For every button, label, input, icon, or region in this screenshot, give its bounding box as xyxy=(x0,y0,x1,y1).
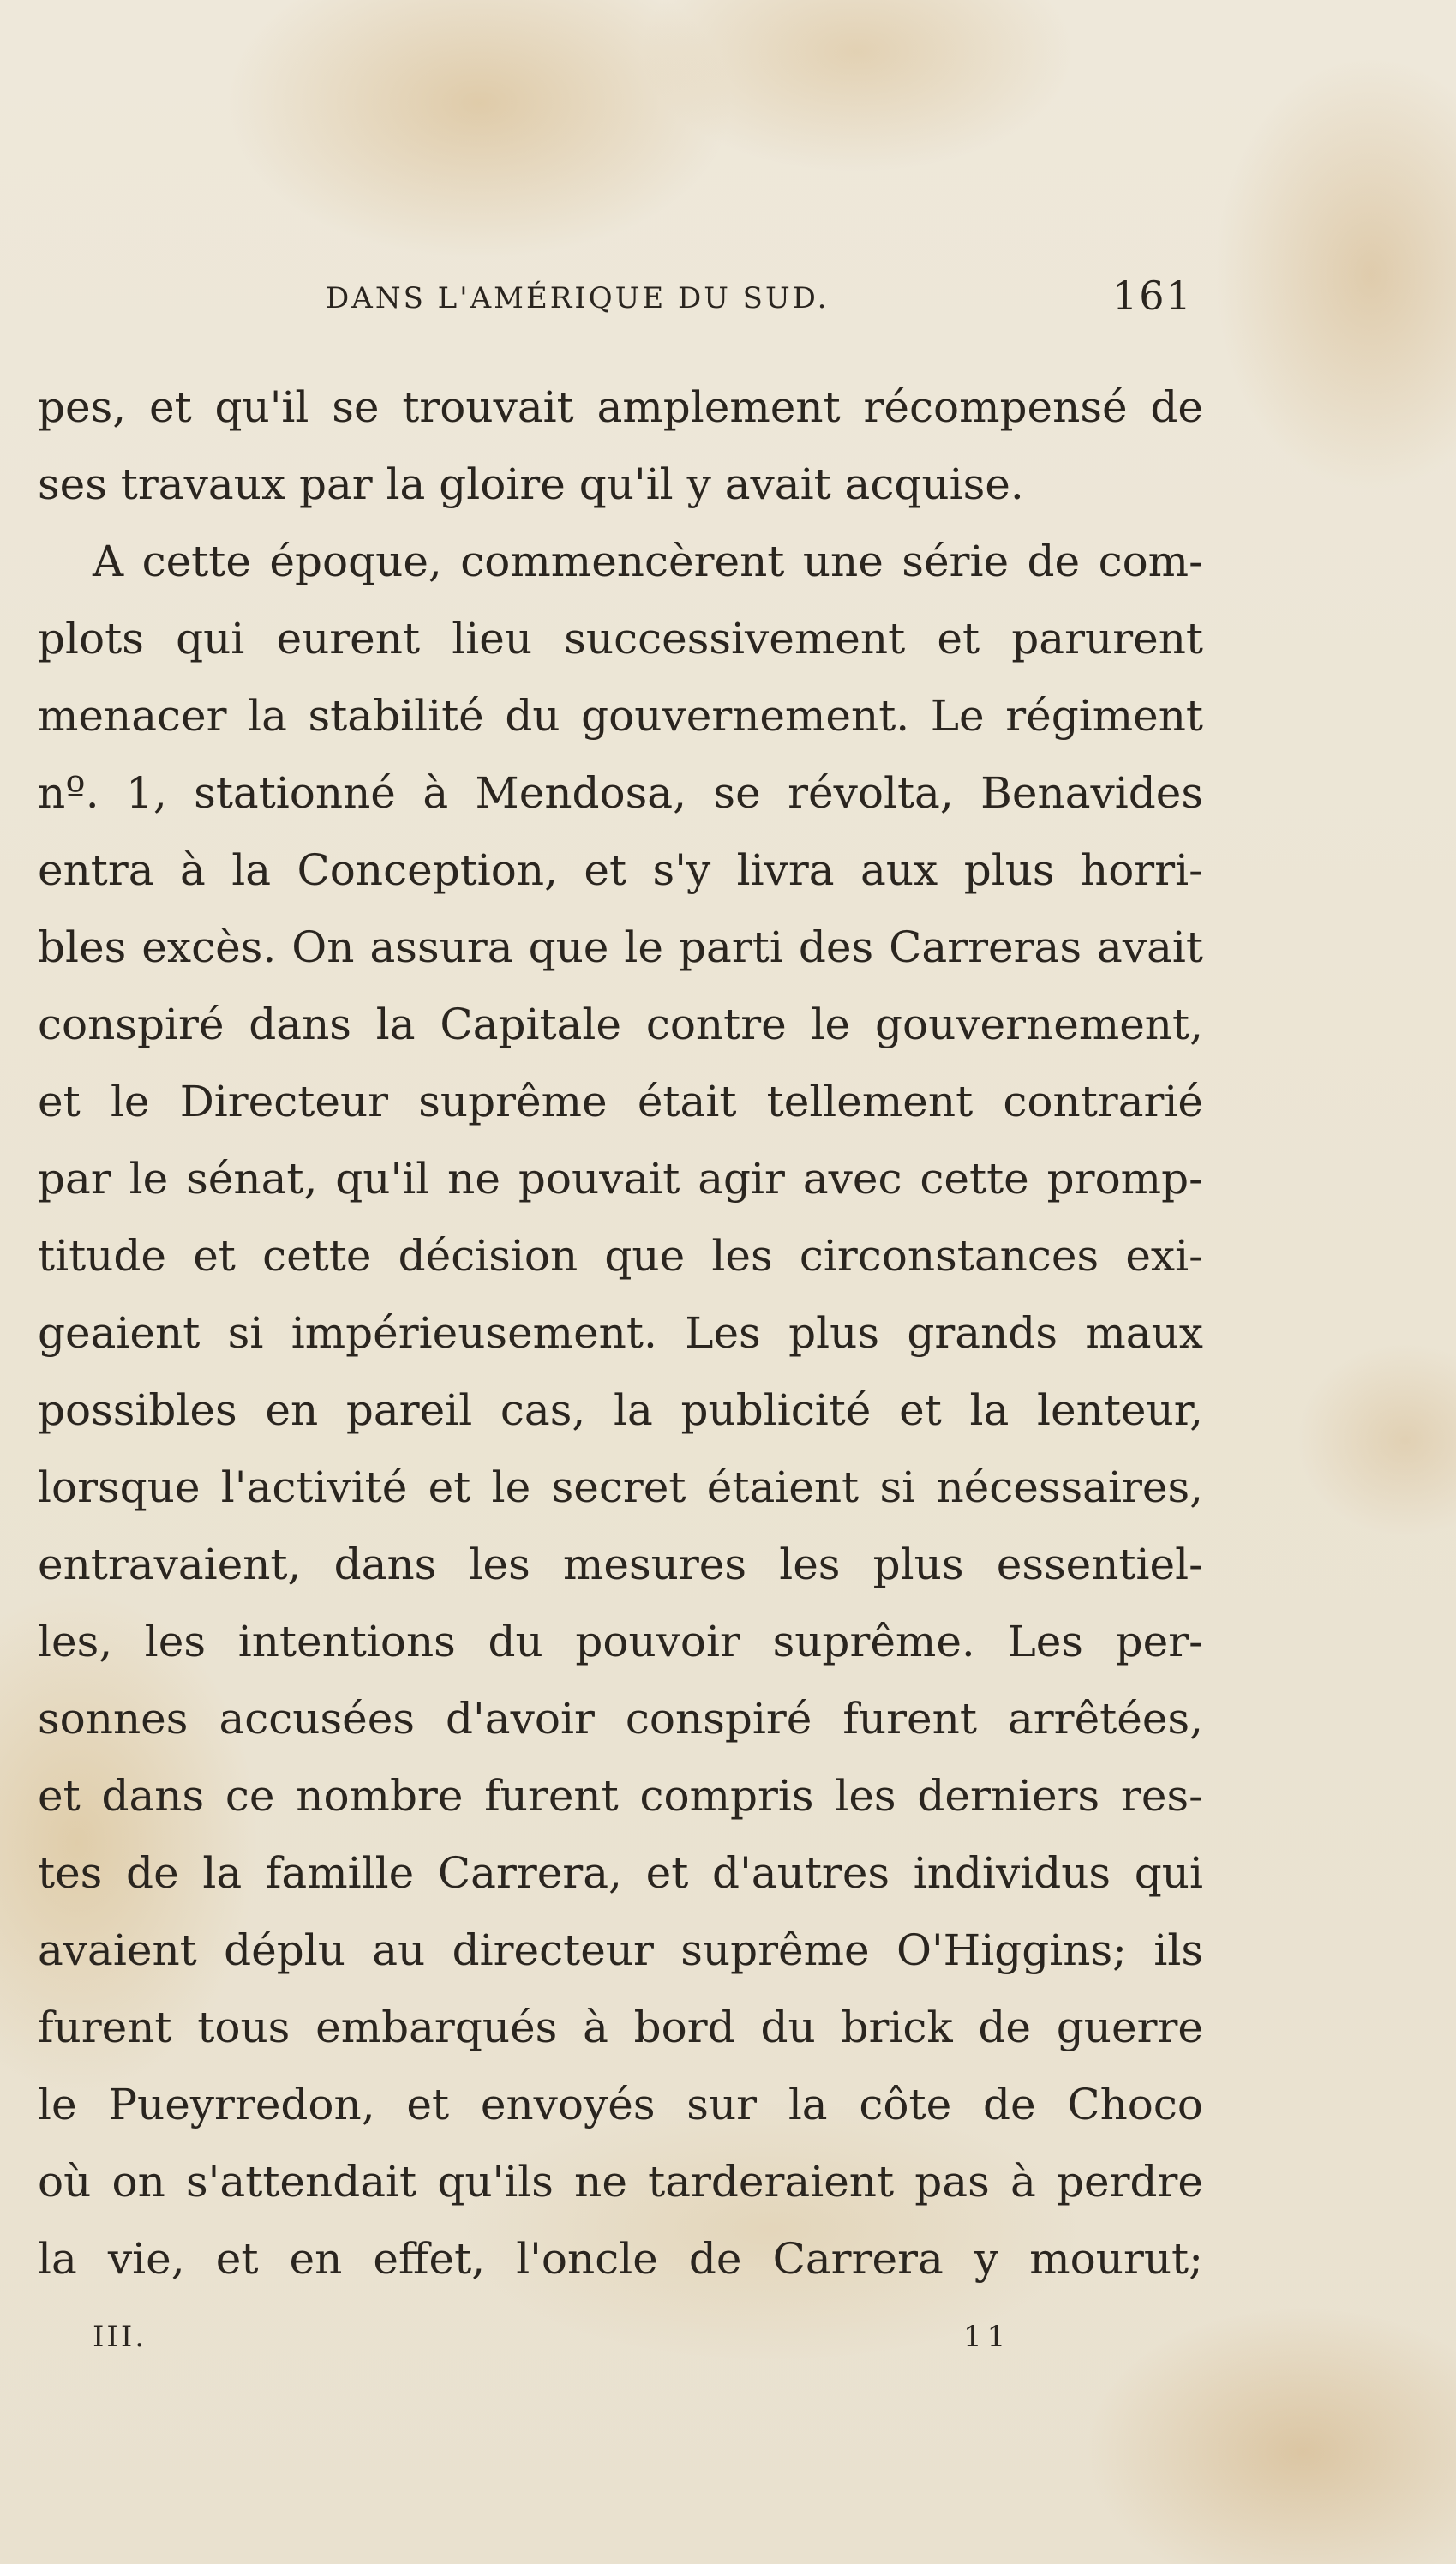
text-line: avaient déplu au directeur suprême O'Higgins; ils xyxy=(38,1925,1203,1975)
text-line: furent tous embarqués à bord du brick de guerre xyxy=(38,2003,1203,2052)
text-line: entravaient, dans les mesures les plus essentiel- xyxy=(38,1540,1203,1589)
body-text xyxy=(38,369,1203,2297)
text-line: bles excès. On assura que le parti des Carreras avait xyxy=(38,922,1203,972)
text-line: pes, et qu'il se trouvait amplement récompensé de xyxy=(38,382,1203,432)
text-line: et dans ce nombre furent compris les derniers res- xyxy=(38,1771,1203,1821)
text-line: ses travaux par la gloire qu'il y avait acquise. xyxy=(38,459,1024,509)
text-line: geaient si impérieusement. Les plus grands maux xyxy=(38,1308,1203,1358)
text-line: la vie, et en effet, l'oncle de Carrera y mourut; xyxy=(38,2234,1203,2284)
signature-mark: III. xyxy=(93,2320,147,2354)
text-line: nº. 1, stationné à Mendosa, se révolta, Benavides xyxy=(38,768,1203,818)
page-number: 161 xyxy=(1112,273,1193,319)
gathering-mark: 11 xyxy=(963,2320,1011,2354)
running-head: DANS L'AMÉRIQUE DU SUD. xyxy=(326,281,830,315)
text-line: où on s'attendait qu'ils ne tarderaient pas à perdre xyxy=(38,2157,1203,2207)
text-line: tes de la famille Carrera, et d'autres individus qui xyxy=(38,1848,1203,1898)
text-line: entra à la Conception, et s'y livra aux plus horri- xyxy=(38,845,1203,895)
text-line: plots qui eurent lieu successivement et parurent xyxy=(38,614,1203,664)
text-line: les, les intentions du pouvoir suprême. Les per- xyxy=(38,1617,1203,1666)
text-line: lorsque l'activité et le secret étaient si nécessaires, xyxy=(38,1462,1203,1512)
text-line: conspiré dans la Capitale contre le gouvernement, xyxy=(38,1000,1203,1049)
text-line: par le sénat, qu'il ne pouvait agir avec cette promp- xyxy=(38,1154,1203,1204)
text-line: sonnes accusées d'avoir conspiré furent arrêtées, xyxy=(38,1694,1203,1744)
text-line: possibles en pareil cas, la publicité et la lenteur, xyxy=(38,1385,1203,1435)
text-line: et le Directeur suprême était tellement contrarié xyxy=(38,1077,1203,1126)
text-line: titude et cette décision que les circonstances exi- xyxy=(38,1231,1203,1281)
text-line: A cette époque, commencèrent une série de com- xyxy=(93,537,1203,586)
text-line: le Pueyrredon, et envoyés sur la côte de Choco xyxy=(38,2080,1203,2129)
text-line: menacer la stabilité du gouvernement. Le régiment xyxy=(38,691,1203,741)
